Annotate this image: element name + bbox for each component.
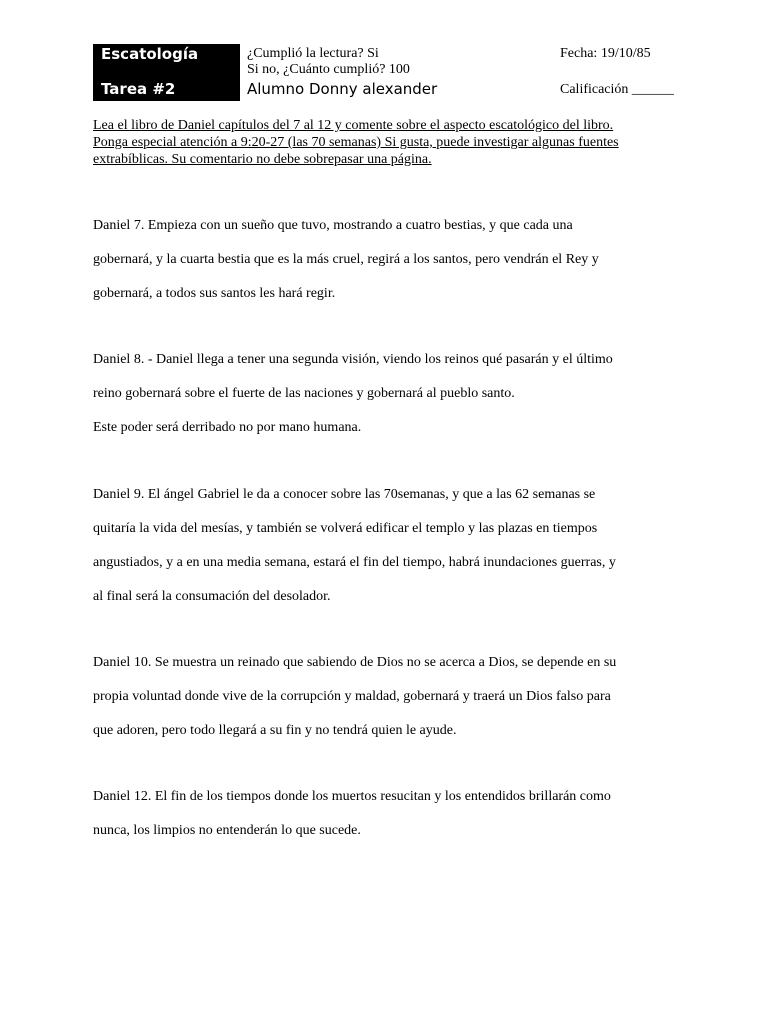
header-spacer xyxy=(93,66,240,77)
paragraph-daniel-8 xyxy=(93,351,693,453)
paragraph-line: nunca, los limpios no entenderán lo que sucede. xyxy=(93,823,361,838)
paragraph-line: que adoren, pero todo llegará a su fin y no tendrá quien le ayude. xyxy=(93,723,457,738)
paragraph-line: Daniel 10. Se muestra un reinado que sabiendo de Dios no se acerca a Dios, se depende en su xyxy=(93,655,617,670)
paragraph-line: Daniel 8. - Daniel llega a tener una segunda visión, viendo los reinos qué pasarán y el último xyxy=(93,352,613,367)
paragraph-line: propia voluntad donde vive de la corrupción y maldad, gobernará y traerá un Dios falso para xyxy=(93,689,611,704)
reading-amount: Si no, ¿Cuánto cumplió? 100 xyxy=(247,62,410,77)
grade-field: Calificación ______ xyxy=(560,82,674,97)
course-label: Escatología xyxy=(93,44,240,66)
paragraph-line: Daniel 9. El ángel Gabriel le da a conocer sobre las 70semanas, y que a las 62 semanas se xyxy=(93,487,596,502)
reading-question: ¿Cumplió la lectura? Si xyxy=(247,46,379,61)
paragraph-line: angustiados, y a en una media semana, estará el fin del tiempo, habrá inundaciones guerras, y xyxy=(93,555,616,570)
instructions-line: Lea el libro de Daniel capítulos del 7 al 12 y comente sobre el aspecto escatológico del libro. xyxy=(93,118,614,133)
instructions xyxy=(93,117,693,168)
paragraph-line: al final será la consumación del desolador. xyxy=(93,589,331,604)
instructions-line: Ponga especial atención a 9:20-27 (las 70 semanas) Si gusta, puede investigar algunas fuentes xyxy=(93,135,619,150)
task-label: Tarea #2 xyxy=(93,77,240,101)
paragraph-daniel-9 xyxy=(93,486,693,622)
paragraph-line: gobernará, y la cuarta bestia que es la más cruel, regirá a los santos, pero vendrán el Rey y xyxy=(93,252,599,267)
paragraph-line: Este poder será derribado no por mano humana. xyxy=(93,420,362,435)
paragraph-line: gobernará, a todos sus santos les hará regir. xyxy=(93,286,336,301)
instructions-line: extrabíblicas. Su comentario no debe sobrepasar una página. xyxy=(93,152,432,167)
paragraph-line: Daniel 7. Empieza con un sueño que tuvo, mostrando a cuatro bestias, y que cada una xyxy=(93,218,573,233)
paragraph-daniel-7 xyxy=(93,217,693,319)
student-name: Alumno Donny alexander xyxy=(247,80,438,98)
paragraph-line: quitaría la vida del mesías, y también se volverá edificar el templo y las plazas en tiempos xyxy=(93,521,598,536)
paragraph-daniel-10 xyxy=(93,654,693,756)
paragraph-line: reino gobernará sobre el fuerte de las naciones y gobernará al pueblo santo. xyxy=(93,386,515,401)
paragraph-daniel-12 xyxy=(93,788,693,856)
date-field: Fecha: 19/10/85 xyxy=(560,46,651,61)
paragraph-line: Daniel 12. El fin de los tiempos donde los muertos resucitan y los entendidos brillarán como xyxy=(93,789,611,804)
